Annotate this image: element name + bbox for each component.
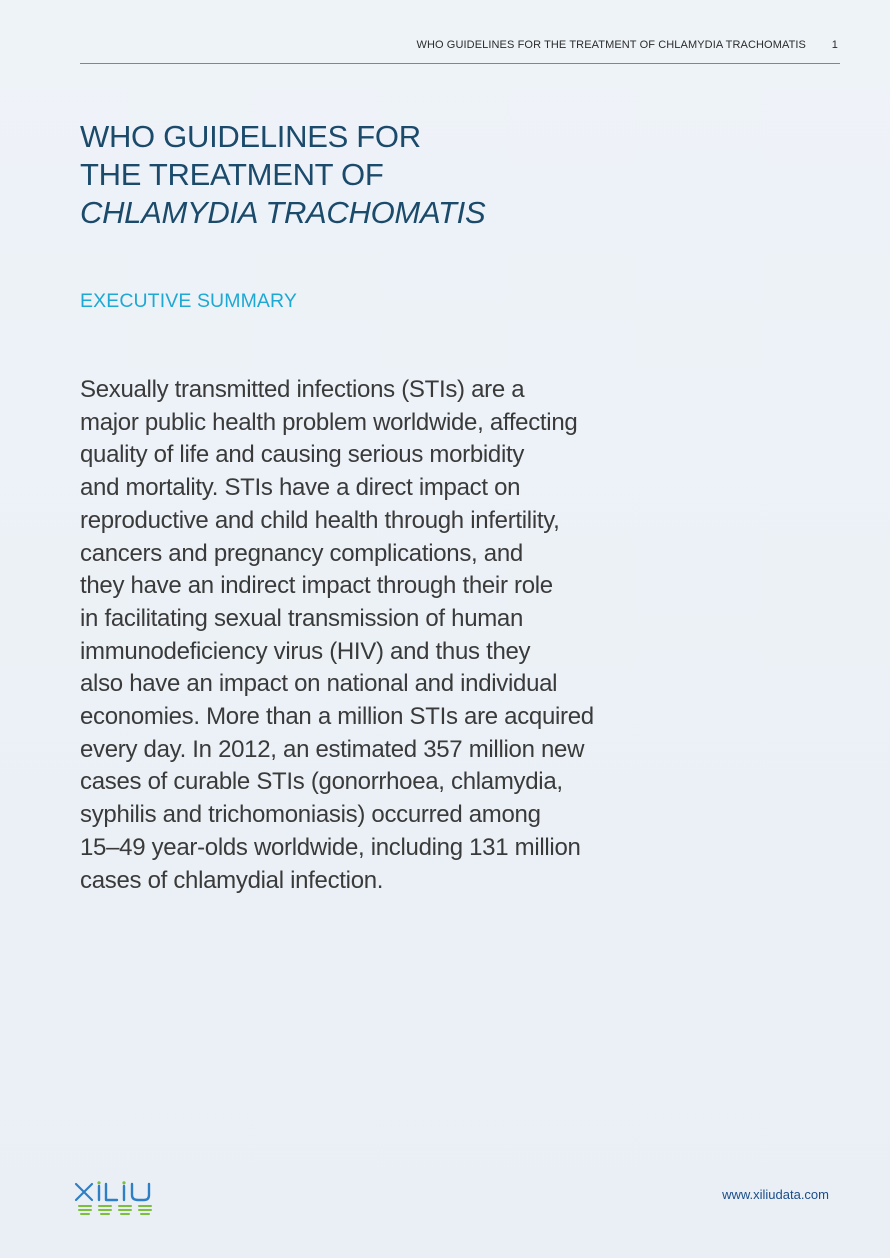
title-line-3: CHLAMYDIA TRACHOMATIS	[80, 195, 486, 230]
paragraph-line: syphilis and trichomoniasis) occurred among	[80, 801, 541, 829]
paragraph-line: cases of curable STIs (gonorrhoea, chlamydia,	[80, 768, 563, 796]
title-line-1: WHO GUIDELINES FOR	[80, 119, 421, 154]
running-header-title: WHO GUIDELINES FOR THE TREATMENT OF CHLAMYDIA TRACHOMATIS	[416, 39, 806, 51]
paragraph-line: immunodeficiency virus (HIV) and thus they	[80, 637, 531, 665]
title-line-2: THE TREATMENT OF	[80, 157, 384, 192]
running-header	[80, 37, 840, 57]
paragraph-line: quality of life and causing serious morbidity	[80, 441, 525, 469]
footer-website-link[interactable]: www.xiliudata.com	[722, 1187, 829, 1202]
page-number: 1	[831, 39, 838, 51]
xiliu-logo	[74, 1180, 164, 1216]
paragraph-line: every day. In 2012, an estimated 357 million new	[80, 735, 585, 763]
section-heading: EXECUTIVE SUMMARY	[80, 290, 297, 312]
paragraph-line: cases of chlamydial infection.	[80, 866, 384, 894]
paragraph-line: Sexually transmitted infections (STIs) are a	[80, 376, 525, 403]
document-title	[80, 118, 640, 232]
executive-summary-paragraph	[80, 374, 640, 897]
paragraph-line: they have an indirect impact through their role	[80, 572, 553, 600]
paragraph-line: economies. More than a million STIs are acquired	[80, 703, 594, 731]
paragraph-line: major public health problem worldwide, affecting	[80, 408, 578, 436]
paragraph-line: in facilitating sexual transmission of human	[80, 604, 524, 632]
paragraph-line: and mortality. STIs have a direct impact on	[80, 474, 521, 502]
header-divider	[80, 63, 840, 64]
paragraph-line: 15–49 year-olds worldwide, including 131 million	[80, 833, 581, 861]
paragraph-line: cancers and pregnancy complications, and	[80, 539, 523, 567]
paragraph-line: reproductive and child health through infertility,	[80, 506, 560, 534]
paragraph-line: also have an impact on national and individual	[80, 670, 558, 698]
